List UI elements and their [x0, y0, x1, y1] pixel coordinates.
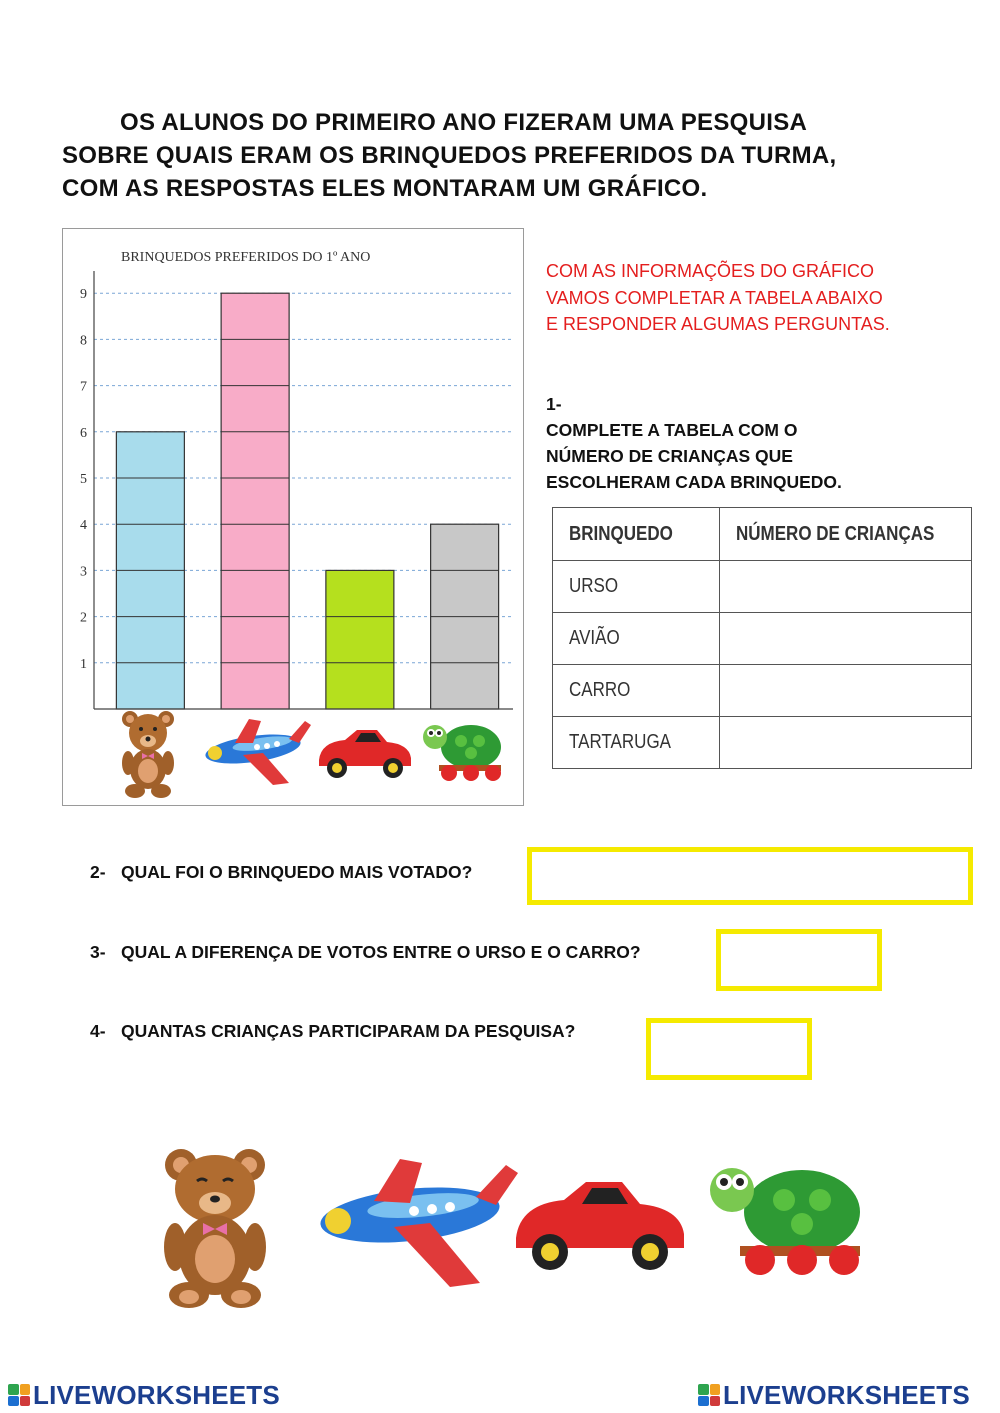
question-3-text: QUAL A DIFERENÇA DE VOTOS ENTRE O URSO E O CARRO? [121, 942, 641, 962]
table-row [553, 561, 972, 613]
answer-cell-aviao[interactable] [720, 613, 972, 665]
toy-cell-urso: URSO [553, 561, 720, 613]
answer-table [552, 507, 972, 769]
instructions-line-1: COM AS INFORMAÇÕES DO GRÁFICO [546, 261, 875, 281]
question-4-number: 4- [90, 1021, 106, 1041]
y-tick-label: 8 [80, 333, 87, 349]
answer-cell-tartaruga[interactable] [720, 717, 972, 769]
question-1-line-3: ESCOLHERAM CADA BRINQUEDO. [546, 472, 842, 492]
y-tick-label: 6 [80, 425, 87, 441]
instructions-line-2: VAMOS COMPLETAR A TABELA ABAIXO [546, 287, 883, 308]
toy-cell-aviao: AVIÃO [553, 613, 720, 665]
bar-chart-frame [62, 228, 524, 806]
airplane-icon [204, 719, 311, 785]
table-row [553, 665, 972, 717]
y-tick-label: 2 [80, 610, 87, 626]
instructions-line-3: E RESPONDER ALGUMAS PERGUNTAS. [546, 314, 890, 334]
bar-carro [326, 570, 394, 709]
y-tick-label: 9 [80, 287, 87, 303]
teddy-bear-icon [122, 711, 174, 798]
intro-line-2: SOBRE QUAIS ERAM OS BRINQUEDOS PREFERIDOS DA TURMA, [62, 142, 837, 169]
question-2-text: QUAL FOI O BRINQUEDO MAIS VOTADO? [121, 862, 473, 882]
footer-logo-left-text: LIVEWORKSHEETS [33, 1379, 280, 1410]
bar-avião [221, 293, 289, 709]
question-4 [90, 1021, 575, 1042]
turtle-large-icon [710, 1168, 860, 1275]
answer-cell-carro[interactable] [720, 665, 972, 717]
y-tick-label: 5 [80, 472, 87, 487]
instructions-text [546, 258, 966, 338]
header-brinquedo: BRINQUEDO [553, 508, 720, 561]
car-large-icon [516, 1182, 684, 1270]
intro-paragraph [62, 106, 938, 205]
table-row [553, 613, 972, 665]
header-numero-criancas: NÚMERO DE CRIANÇAS [720, 508, 972, 561]
toys-illustration [140, 1135, 870, 1315]
footer-logo-left[interactable] [8, 1380, 280, 1410]
question-2-number: 2- [90, 862, 106, 882]
y-tick-label: 1 [80, 656, 87, 672]
toy-cell-carro: CARRO [553, 665, 720, 717]
footer-logo-right-text: LIVEWORKSHEETS [723, 1379, 970, 1410]
turtle-icon [423, 725, 501, 781]
intro-line-1: OS ALUNOS DO PRIMEIRO ANO FIZERAM UMA PESQUISA [120, 109, 808, 136]
y-tick-label: 3 [80, 564, 87, 580]
question-3 [90, 942, 641, 963]
question-1 [546, 391, 966, 495]
toy-cell-tartaruga: TARTARUGA [553, 717, 720, 769]
chart-title: BRINQUEDOS PREFERIDOS DO 1º ANO [121, 250, 371, 265]
bar-chart [63, 229, 523, 805]
table-row [553, 717, 972, 769]
answer-box-3[interactable] [716, 929, 882, 991]
airplane-large-icon [318, 1159, 518, 1287]
car-icon [319, 730, 411, 778]
question-4-text: QUANTAS CRIANÇAS PARTICIPARAM DA PESQUISA? [121, 1021, 576, 1041]
y-tick-label: 7 [80, 379, 87, 395]
question-1-line-1: COMPLETE A TABELA COM O [546, 420, 798, 440]
answer-cell-urso[interactable] [720, 561, 972, 613]
answer-box-2[interactable] [527, 847, 973, 905]
teddy-bear-large-icon [164, 1149, 266, 1308]
liveworksheets-badge-icon [698, 1384, 720, 1406]
question-1-number: 1- [546, 394, 562, 414]
table-header-row [553, 508, 972, 561]
question-3-number: 3- [90, 942, 106, 962]
liveworksheets-badge-icon [8, 1384, 30, 1406]
footer-logo-right[interactable] [698, 1380, 970, 1410]
question-1-line-2: NÚMERO DE CRIANÇAS QUE [546, 446, 793, 466]
y-tick-label: 4 [80, 518, 87, 534]
intro-line-3: COM AS RESPOSTAS ELES MONTARAM UM GRÁFICO. [62, 175, 708, 202]
answer-box-4[interactable] [646, 1018, 812, 1080]
question-2 [90, 862, 472, 883]
